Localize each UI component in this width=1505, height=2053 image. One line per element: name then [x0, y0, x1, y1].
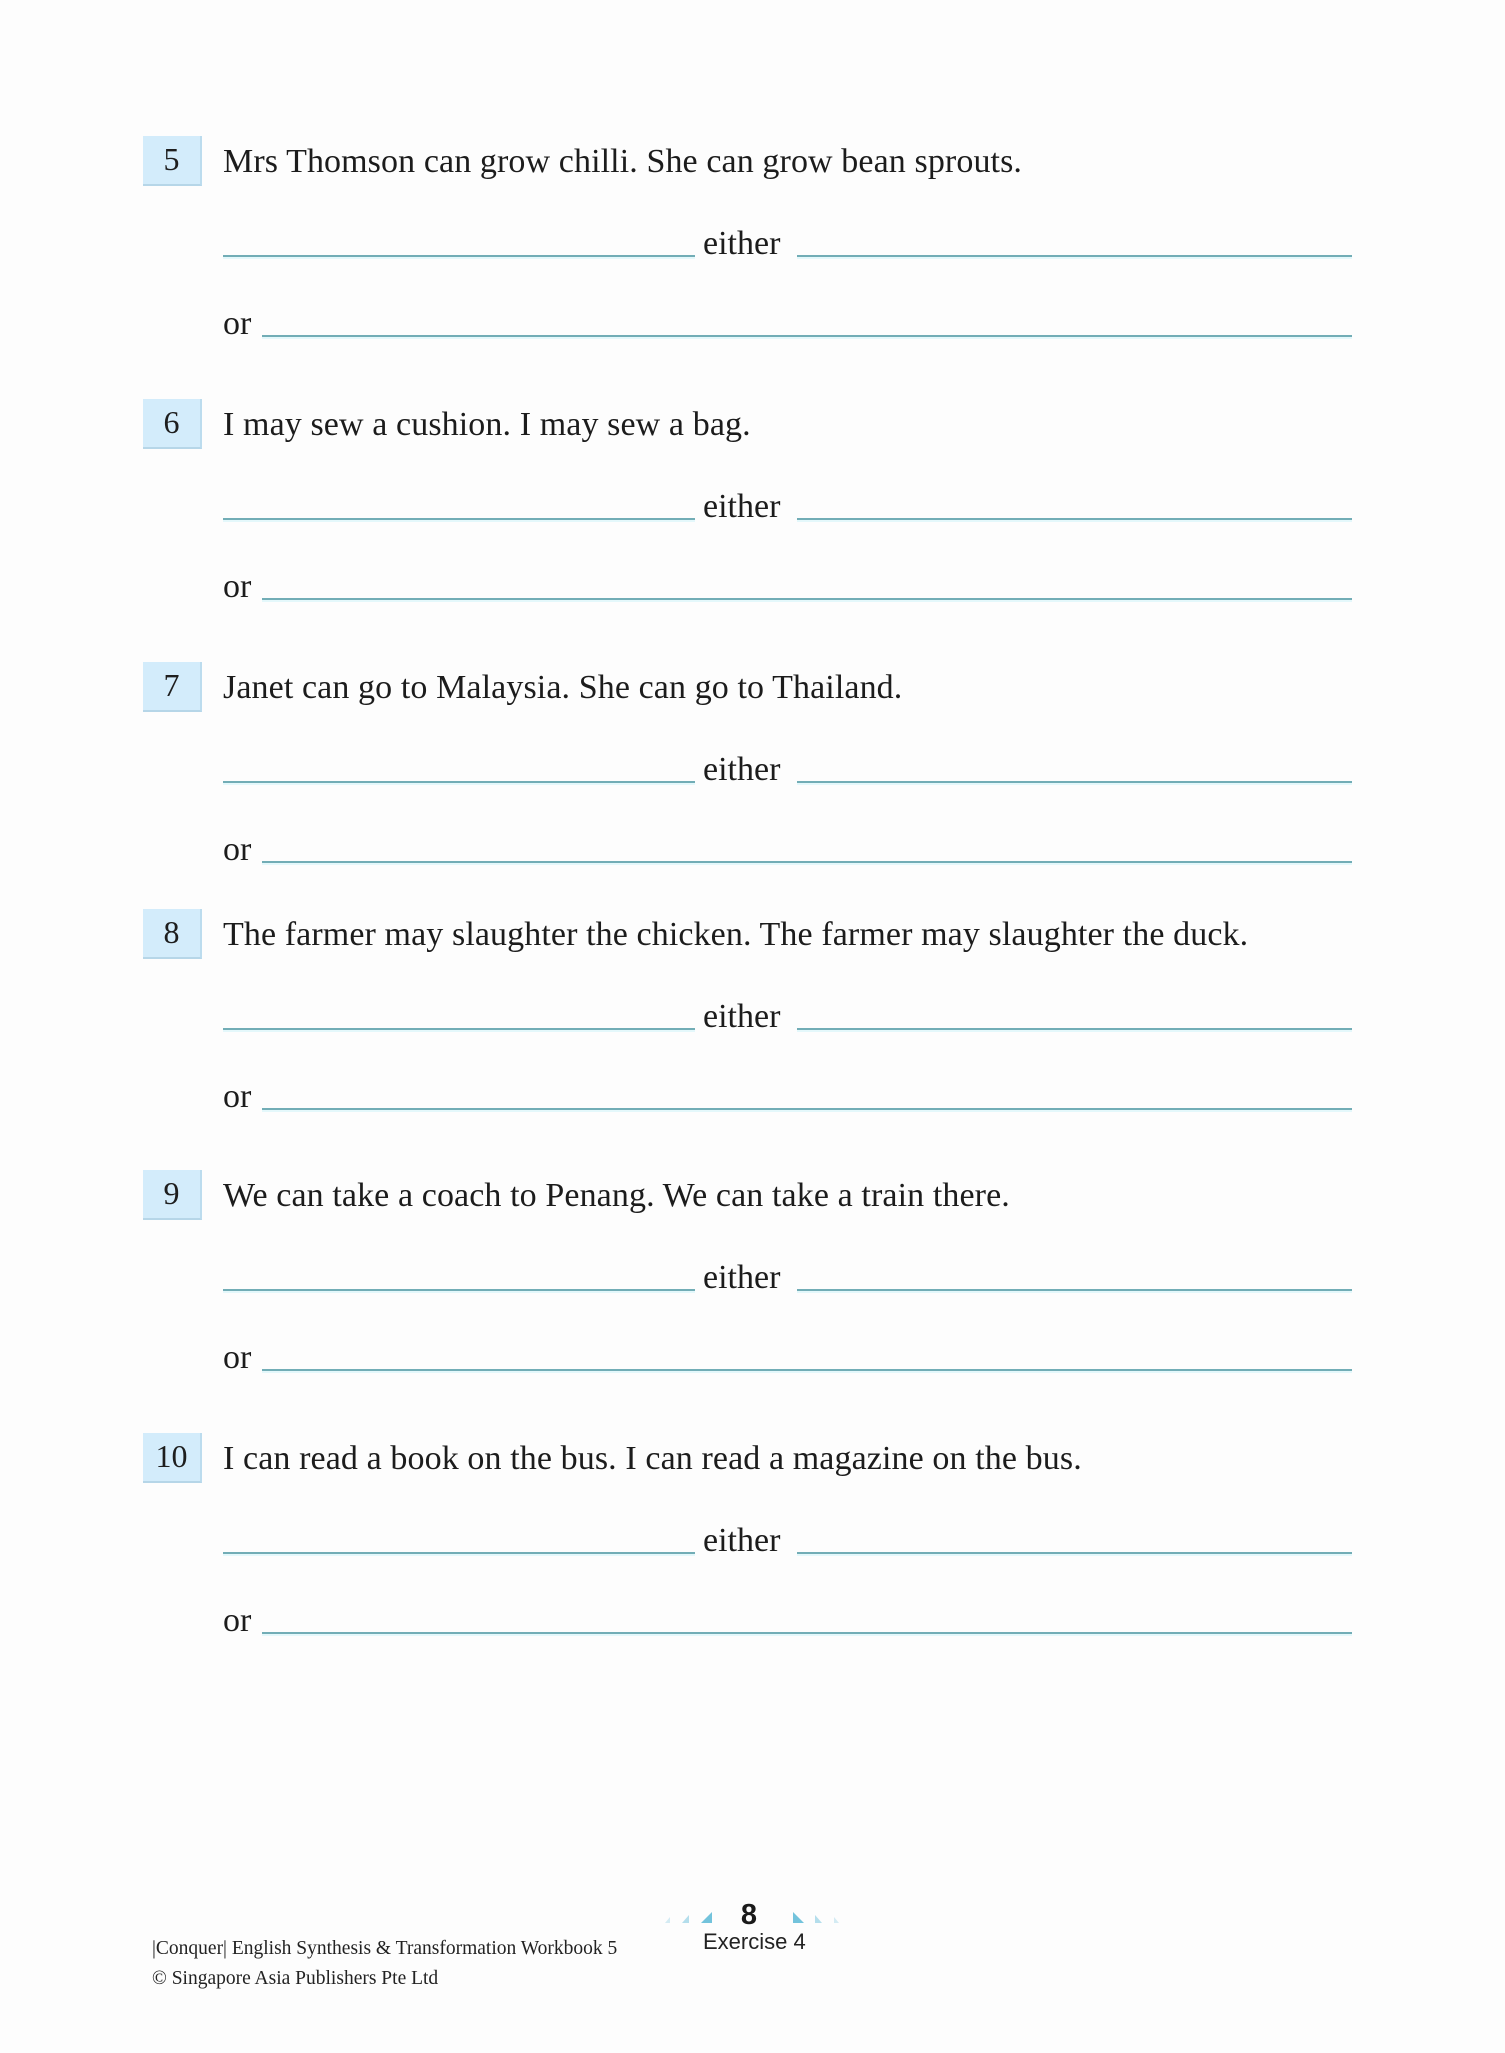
or-label: or — [223, 1602, 252, 1639]
answer-blank-after-or[interactable] — [262, 861, 1352, 863]
either-label: either — [703, 1522, 781, 1559]
answer-blank-after-or[interactable] — [262, 1108, 1352, 1110]
either-label: either — [703, 1259, 781, 1296]
either-label: either — [703, 225, 781, 262]
footer-publication-info — [152, 1934, 617, 1994]
question-number-badge: 10 — [143, 1433, 202, 1483]
answer-blank-before-either[interactable] — [223, 518, 695, 520]
answer-blank-before-either[interactable] — [223, 1552, 695, 1554]
answer-blank-after-or[interactable] — [262, 335, 1352, 337]
answer-blank-after-either[interactable] — [797, 1289, 1352, 1291]
page-number: 8 — [740, 1899, 758, 1931]
answer-blank-before-either[interactable] — [223, 255, 695, 257]
or-label: or — [223, 1078, 252, 1115]
either-label: either — [703, 488, 781, 525]
answer-blank-before-either[interactable] — [223, 1289, 695, 1291]
question-7 — [0, 662, 1505, 892]
decor-triangle-icon — [793, 1912, 804, 1923]
question-sentence: The farmer may slaughter the chicken. The farmer may slaughter the duck. — [223, 916, 1249, 953]
either-label: either — [703, 751, 781, 788]
either-label: either — [703, 998, 781, 1035]
or-label: or — [223, 568, 252, 605]
answer-blank-before-either[interactable] — [223, 1028, 695, 1030]
question-number-badge: 9 — [143, 1170, 202, 1220]
question-8 — [0, 909, 1505, 1139]
decor-triangle-icon — [815, 1915, 822, 1923]
question-6 — [0, 399, 1505, 629]
decor-triangle-icon — [834, 1917, 839, 1923]
or-label: or — [223, 305, 252, 342]
question-sentence: Janet can go to Malaysia. She can go to Thailand. — [223, 669, 903, 706]
question-number-badge: 6 — [143, 399, 202, 449]
book-title: |Conquer| English Synthesis & Transformation Workbook 5 — [152, 1938, 618, 1959]
question-number-badge: 8 — [143, 909, 202, 959]
question-sentence: Mrs Thomson can grow chilli. She can grow bean sprouts. — [223, 143, 1023, 180]
or-label: or — [223, 831, 252, 868]
question-number-badge: 5 — [143, 136, 202, 186]
question-9 — [0, 1170, 1505, 1400]
question-sentence: I may sew a cushion. I may sew a bag. — [223, 406, 751, 443]
question-sentence: I can read a book on the bus. I can read a magazine on the bus. — [223, 1440, 1082, 1477]
copyright-notice: © Singapore Asia Publishers Pte Ltd — [152, 1968, 439, 1989]
answer-blank-after-or[interactable] — [262, 1632, 1352, 1634]
question-10 — [0, 1433, 1505, 1663]
answer-blank-before-either[interactable] — [223, 781, 695, 783]
question-5 — [0, 136, 1505, 366]
question-number-badge: 7 — [143, 662, 202, 712]
answer-blank-after-or[interactable] — [262, 1369, 1352, 1371]
question-sentence: We can take a coach to Penang. We can take a train there. — [223, 1177, 1010, 1214]
page-marker — [660, 1900, 850, 1960]
answer-blank-after-either[interactable] — [797, 255, 1352, 257]
exercise-label: Exercise 4 — [703, 1929, 806, 1954]
answer-blank-after-either[interactable] — [797, 781, 1352, 783]
answer-blank-after-or[interactable] — [262, 598, 1352, 600]
or-label: or — [223, 1339, 252, 1376]
answer-blank-after-either[interactable] — [797, 518, 1352, 520]
answer-blank-after-either[interactable] — [797, 1552, 1352, 1554]
answer-blank-after-either[interactable] — [797, 1028, 1352, 1030]
